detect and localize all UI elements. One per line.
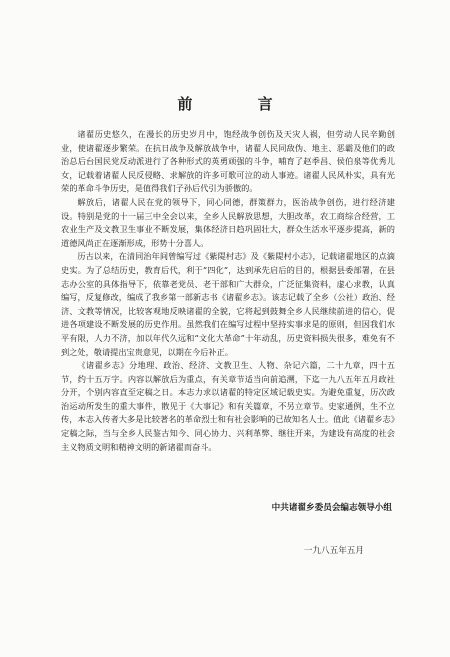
paragraph: 《诸翟乡志》分地理、政治、经济、文教卫生、人物、杂记六篇，二十九章，四十五节，约十五万字。内容以解放后为重点，有关章节适当向前追溯，下迄一九八五年五月政社分开，个别内容直至定稿之日。本志力求以诸翟的特定区域记载史实。为避免重复，历次政治运动所发生的重大事件，散见于《大事记》和有关篇章，不另立章节。史家通例，生不立传，本志入传者大多是比较著名的革命烈士和有社会影响的已故知名人士。值此《诸翟乡志》定稿之际，当与全乡人民鉴古知今、同心协力、兴利革弊、继往开来，为建设有高度的社会主义物质文明和精神文明的新诸翟而奋斗。 [61, 360, 395, 452]
paragraph: 诸翟历史悠久，在漫长的历史岁月中，饱经战争创伤及天灾人祸，但劳动人民辛勤创业，使诸翟逐步繁荣。在抗日战争及解放战争中，诸翟人民同敌伪、地主、恶霸及他们的政治总后台国民党反动派进行了各种形式的英勇顽强的斗争，哺育了赵季昌、侯伯泉等优秀儿女，记载着诸翟人民反侵略、求解放的许多可歌可泣的动人事迹。诸翟人民风朴实，具有光荣的革命斗争历史，是值得我们子孙后代引为骄傲的。 [61, 129, 395, 194]
preface-body [61, 128, 395, 454]
signature: 中共诸翟乡委员会编志领导小组 [271, 503, 392, 513]
paragraph: 解放后，诸翟人民在党的领导下，同心同德，群策群力，医治战争创伤，进行经济建设。特别是党的十一届三中全会以来，全乡人民解放思想，大胆改革，农工商综合经营，工农业生产及文教卫生事业不断发展，集体经济日趋巩固壮大，群众生活水平逐步提高，新的道德风尚正在逐渐形成，形势十分喜人。 [61, 196, 395, 248]
page-title: 前 言 [177, 95, 303, 113]
paragraph: 历古以来，在清同治年间曾编写过《紫隄村志》及《紫隄村小志》，记载诸翟地区的点滴史实。为了总结历史，教育后代，利于“四化”，达到承先启后的目的，根据县委部署，在县志办公室的具体指导下，依靠老党员、老干部和广大群众，广泛征集资料，虚心求教，认真编写，反复修改，编成了我乡第一部新志书《诸翟乡志》。该志记载了全乡（公社）政治、经济、文教等情况，比较客观地反映诸翟的全貌，它将起到鼓舞全乡人民继续前进的信心，促进各项建设不断发展的历史作用。虽然我们在编写过程中坚持实事求是的原则，但因我们水平有限，人力不济，加以年代久远和“文化大革命”十年动乱，历史资料损失很多，难免有不到之处，敬请提出宝贵意见，以期在今后补正。 [61, 251, 395, 357]
date: 一九八五年五月 [303, 546, 364, 556]
